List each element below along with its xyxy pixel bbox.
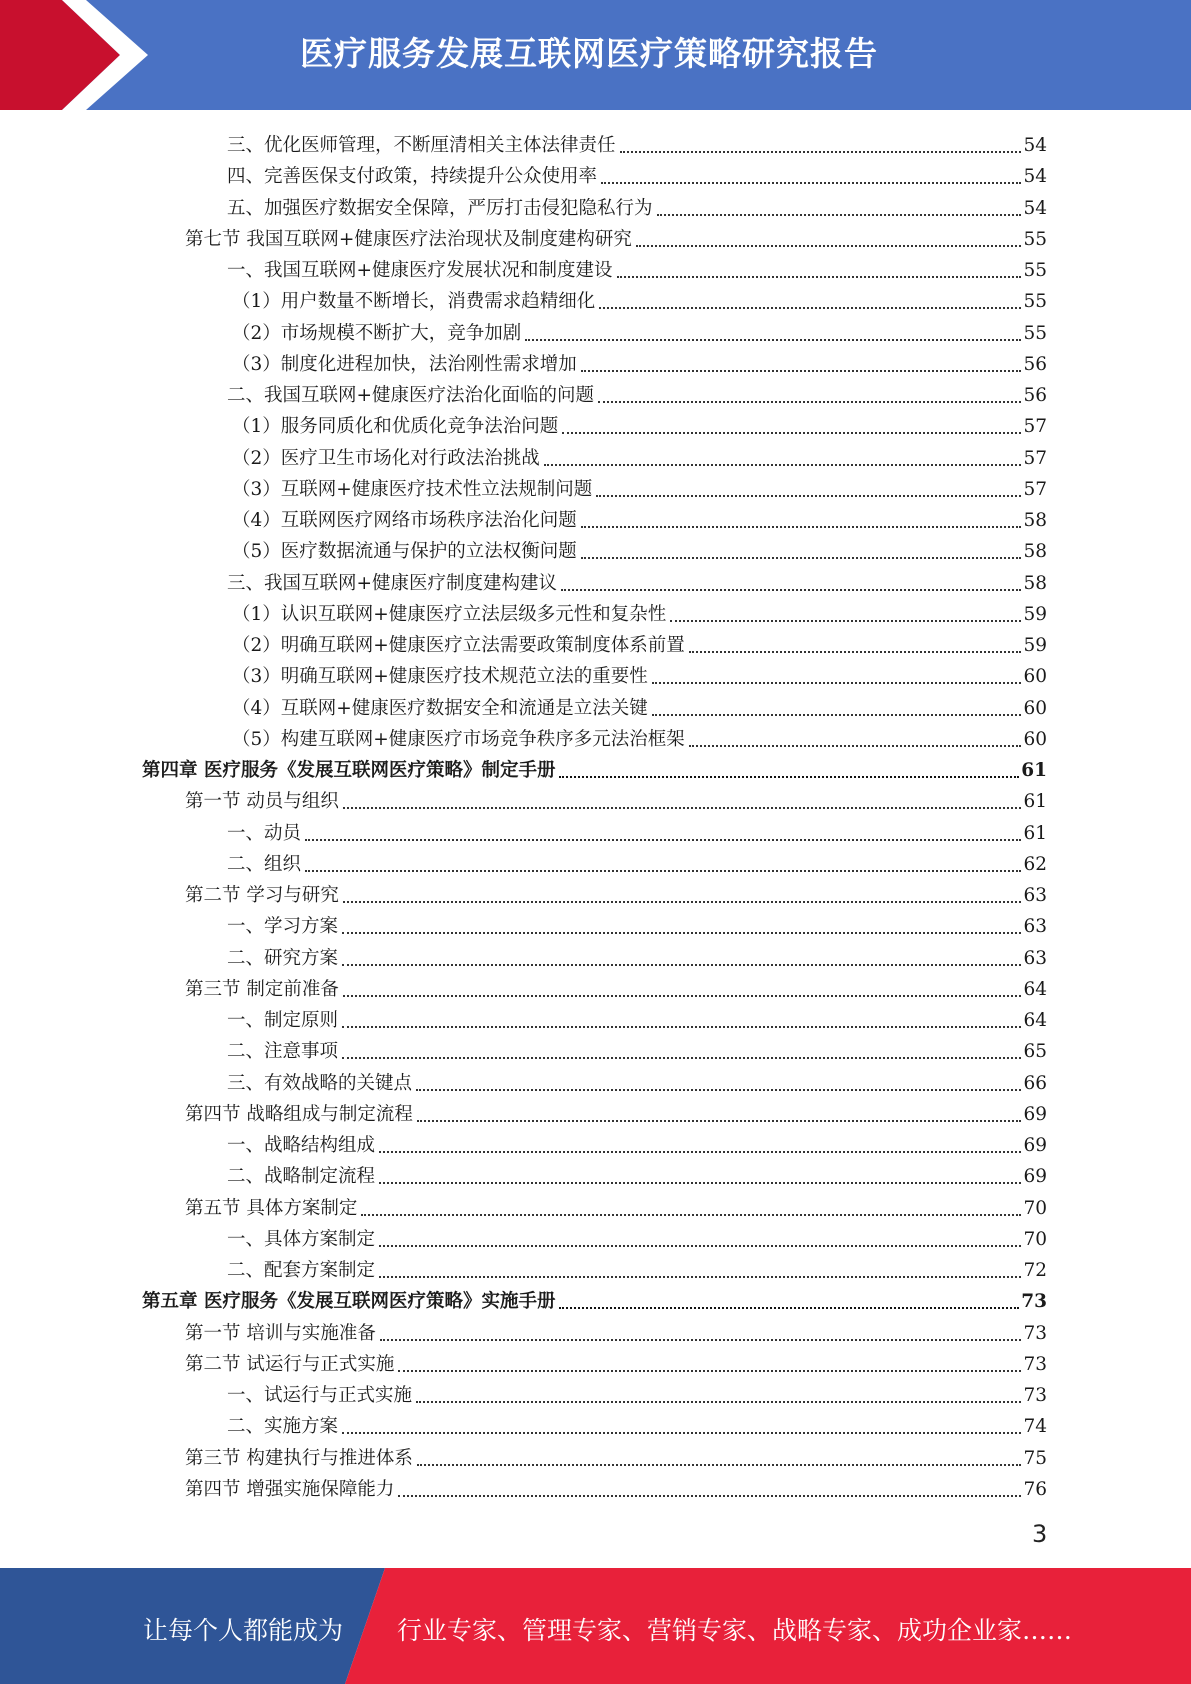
toc-subsection-entry[interactable] (232, 347, 1047, 378)
toc-dot-leader (559, 1307, 1019, 1309)
toc-entry-label: 二、战略制定流程 (227, 1166, 376, 1188)
toc-subsection-entry[interactable] (227, 1159, 1047, 1190)
toc-dot-leader (652, 714, 1022, 716)
toc-entry-page: 61 (1023, 791, 1047, 813)
toc-entry-page: 73 (1023, 1322, 1047, 1344)
toc-entry-page: 55 (1023, 322, 1047, 344)
toc-entry-label: 第一节 培训与实施准备 (185, 1322, 376, 1344)
toc-section-entry[interactable] (185, 972, 1047, 1003)
toc-entry-page: 60 (1023, 728, 1047, 750)
toc-entry-label: 第四节 战略组成与制定流程 (185, 1103, 413, 1125)
toc-dot-leader (544, 464, 1022, 466)
toc-entry-label: 一、战略结构组成 (227, 1135, 376, 1156)
toc-subsection-entry[interactable] (232, 534, 1047, 565)
toc-dot-leader (617, 276, 1022, 278)
toc-entry-page: 65 (1023, 1041, 1047, 1063)
toc-dot-leader (561, 589, 1021, 591)
toc-subsection-entry[interactable] (232, 691, 1047, 722)
toc-dot-leader (343, 995, 1022, 997)
toc-entry-page: 64 (1023, 1010, 1047, 1031)
toc-dot-leader (596, 495, 1021, 497)
toc-entry-label: （3）制度化进程加快，法治刚性需求增加 (232, 353, 577, 375)
toc-entry-page: 76 (1023, 1478, 1047, 1500)
toc-dot-leader (379, 1182, 1021, 1184)
toc-entry-label: 二、我国互联网+健康医疗法治化面临的问题 (227, 385, 595, 406)
toc-entry-label: （2）市场规模不断扩大，竞争加剧 (232, 322, 522, 344)
toc-dot-leader (342, 1026, 1021, 1028)
toc-subsection-entry[interactable] (227, 909, 1047, 940)
toc-dot-leader (342, 964, 1021, 966)
toc-entry-page: 56 (1023, 353, 1047, 375)
toc-dot-leader (342, 932, 1021, 934)
toc-entry-page: 54 (1023, 166, 1047, 188)
toc-entry-label: 一、我国互联网+健康医疗发展状况和制度建设 (227, 260, 613, 281)
toc-subsection-entry[interactable] (232, 441, 1047, 472)
toc-entry-page: 60 (1023, 666, 1047, 688)
report-title: 医疗服务发展互联网医疗策略研究报告 (300, 34, 878, 73)
toc-dot-leader (652, 682, 1022, 684)
toc-entry-label: 二、配套方案制定 (227, 1260, 376, 1281)
toc-dot-leader (620, 151, 1022, 153)
toc-entry-page: 58 (1023, 572, 1047, 594)
toc-entry-page: 63 (1023, 916, 1047, 938)
toc-entry-page: 57 (1023, 478, 1047, 500)
toc-section-entry[interactable] (185, 1347, 1047, 1378)
toc-subsection-entry[interactable] (227, 1066, 1047, 1097)
toc-dot-leader (398, 1495, 1021, 1497)
toc-dot-leader (657, 214, 1022, 216)
toc-entry-page: 64 (1023, 978, 1047, 1000)
toc-subsection-entry[interactable] (227, 1409, 1047, 1440)
toc-dot-leader (342, 1057, 1021, 1059)
toc-entry-label: 第五章 医疗服务《发展互联网医疗策略》实施手册 (142, 1291, 556, 1313)
toc-subsection-entry[interactable] (227, 941, 1047, 972)
toc-entry-label: 二、实施方案 (227, 1416, 339, 1438)
toc-dot-leader (601, 182, 1021, 184)
toc-entry-page: 54 (1023, 135, 1047, 156)
toc-subsection-entry[interactable] (232, 316, 1047, 347)
toc-subsection-entry[interactable] (232, 409, 1047, 440)
toc-entry-label: 二、组织 (227, 853, 302, 875)
toc-entry-page: 58 (1023, 510, 1047, 531)
toc-entry-page: 63 (1023, 947, 1047, 969)
toc-dot-leader (598, 401, 1021, 403)
toc-dot-leader (636, 245, 1022, 247)
toc-subsection-entry[interactable] (232, 284, 1047, 315)
toc-entry-label: （3）互联网+健康医疗技术性立法规制问题 (232, 478, 593, 500)
toc-dot-leader (305, 839, 1021, 841)
toc-entry-page: 57 (1023, 416, 1047, 438)
toc-dot-leader (379, 1151, 1021, 1153)
toc-entry-label: （4）互联网医疗网络市场秩序法治化问题 (232, 510, 577, 531)
toc-section-entry[interactable] (185, 878, 1047, 909)
toc-entry-label: 一、制定原则 (227, 1010, 339, 1031)
toc-dot-leader (417, 1464, 1022, 1466)
toc-section-entry[interactable] (185, 1441, 1047, 1472)
toc-dot-leader (379, 1245, 1021, 1247)
page-number: 3 (1032, 1520, 1048, 1548)
toc-dot-leader (581, 370, 1022, 372)
toc-entry-page: 66 (1023, 1072, 1047, 1094)
toc-entry-page: 54 (1023, 197, 1047, 219)
toc-section-entry[interactable] (185, 1316, 1047, 1347)
toc-entry-label: 第三节 制定前准备 (185, 978, 339, 1000)
toc-entry-label: 第四节 增强实施保障能力 (185, 1478, 395, 1500)
toc-section-entry[interactable] (185, 784, 1047, 815)
toc-entry-page: 74 (1023, 1416, 1047, 1438)
toc-entry-page: 59 (1023, 603, 1047, 625)
toc-entry-page: 70 (1023, 1197, 1047, 1219)
toc-dot-leader (379, 1276, 1021, 1278)
toc-section-entry[interactable] (185, 1191, 1047, 1222)
toc-entry-label: 三、优化医师管理，不断厘清相关主体法律责任 (227, 135, 616, 156)
toc-entry-label: 一、具体方案制定 (227, 1228, 376, 1250)
toc-entry-page: 60 (1023, 697, 1047, 719)
toc-entry-label: 第一节 动员与组织 (185, 791, 339, 813)
toc-entry-label: （5）构建互联网+健康医疗市场竞争秩序多元法治框架 (232, 728, 685, 750)
toc-subsection-entry[interactable] (227, 816, 1047, 847)
toc-section-entry[interactable] (185, 1097, 1047, 1128)
toc-entry-label: （1）认识互联网+健康医疗立法层级多元性和复杂性 (232, 603, 667, 625)
toc-subsection-entry[interactable] (227, 1128, 1047, 1159)
toc-entry-page: 69 (1023, 1103, 1047, 1125)
toc-entry-label: 第七节 我国互联网+健康医疗法治现状及制度建构研究 (185, 228, 632, 250)
toc-entry-page: 63 (1023, 885, 1047, 906)
toc-entry-label: 一、学习方案 (227, 916, 339, 938)
toc-entry-page: 73 (1021, 1291, 1047, 1313)
toc-subsection-entry[interactable] (227, 253, 1047, 284)
toc-entry-label: （1）用户数量不断增长，消费需求趋精细化 (232, 291, 596, 313)
toc-dot-leader (342, 1432, 1021, 1434)
toc-subsection-entry[interactable] (227, 378, 1047, 409)
toc-subsection-entry[interactable] (227, 566, 1047, 597)
toc-dot-leader (670, 620, 1021, 622)
toc-entry-label: （1）服务同质化和优质化竞争法治问题 (232, 416, 559, 438)
toc-entry-label: （5）医疗数据流通与保护的立法权衡问题 (232, 541, 577, 563)
toc-chapter-entry[interactable] (142, 753, 1047, 784)
toc-entry-label: （2）医疗卫生市场化对行政法治挑战 (232, 447, 540, 469)
toc-entry-page: 70 (1023, 1228, 1047, 1250)
toc-subsection-entry[interactable] (232, 597, 1047, 628)
toc-entry-page: 59 (1023, 635, 1047, 656)
toc-subsection-entry[interactable] (227, 1003, 1047, 1034)
toc-entry-page: 73 (1023, 1353, 1047, 1375)
toc-subsection-entry[interactable] (232, 503, 1047, 534)
toc-entry-label: 第二节 学习与研究 (185, 885, 339, 906)
toc-subsection-entry[interactable] (227, 1378, 1047, 1409)
toc-section-entry[interactable] (185, 222, 1047, 253)
toc-subsection-entry[interactable] (227, 128, 1047, 159)
toc-entry-label: （3）明确互联网+健康医疗技术规范立法的重要性 (232, 666, 648, 688)
toc-entry-page: 55 (1023, 291, 1047, 313)
toc-entry-page: 62 (1023, 853, 1047, 875)
page-header (0, 0, 1191, 110)
toc-entry-label: 五、加强医疗数据安全保障，严厉打击侵犯隐私行为 (227, 197, 653, 219)
toc-subsection-entry[interactable] (227, 191, 1047, 222)
toc-dot-leader (416, 1089, 1021, 1091)
toc-entry-label: 三、有效战略的关键点 (227, 1072, 413, 1094)
toc-entry-page: 61 (1023, 822, 1047, 844)
toc-entry-page: 75 (1023, 1447, 1047, 1469)
toc-dot-leader (599, 307, 1021, 309)
toc-dot-leader (581, 557, 1022, 559)
toc-entry-label: （2）明确互联网+健康医疗立法需要政策制度体系前置 (232, 635, 685, 656)
toc-entry-label: 第四章 医疗服务《发展互联网医疗策略》制定手册 (142, 760, 556, 781)
toc-entry-page: 56 (1023, 385, 1047, 406)
toc-subsection-entry[interactable] (227, 847, 1047, 878)
toc-entry-page: 69 (1023, 1135, 1047, 1156)
page-footer (0, 1568, 1191, 1684)
toc-dot-leader (689, 745, 1022, 747)
toc-entry-label: 一、试运行与正式实施 (227, 1385, 413, 1406)
toc-entry-page: 61 (1021, 760, 1047, 781)
toc-chapter-entry[interactable] (142, 1284, 1047, 1315)
toc-entry-page: 55 (1023, 260, 1047, 281)
footer-slogan-left: 让每个人都能成为 (143, 1616, 344, 1645)
toc-dot-leader (343, 807, 1022, 809)
toc-dot-leader (416, 1401, 1021, 1403)
toc-dot-leader (380, 1339, 1022, 1341)
toc-entry-label: 二、注意事项 (227, 1041, 339, 1063)
toc-entry-page: 55 (1023, 228, 1047, 250)
toc-subsection-entry[interactable] (232, 722, 1047, 753)
footer-slogan-right: 行业专家、管理专家、营销专家、战略专家、成功企业家…… (397, 1616, 1073, 1645)
toc-dot-leader (343, 901, 1022, 903)
chevron-right-icon (0, 0, 160, 110)
toc-dot-leader (398, 1370, 1021, 1372)
toc-subsection-entry[interactable] (232, 472, 1047, 503)
toc-entry-page: 72 (1023, 1260, 1047, 1281)
toc-dot-leader (305, 870, 1021, 872)
toc-entry-page: 57 (1023, 447, 1047, 469)
toc-entry-label: 第二节 试运行与正式实施 (185, 1353, 395, 1375)
toc-dot-leader (525, 339, 1021, 341)
toc-entry-label: 第五节 具体方案制定 (185, 1197, 358, 1219)
toc-subsection-entry[interactable] (227, 1253, 1047, 1284)
toc-dot-leader (361, 1214, 1021, 1216)
toc-section-entry[interactable] (185, 1472, 1047, 1503)
toc-entry-label: 一、动员 (227, 822, 302, 844)
toc-subsection-entry[interactable] (227, 1034, 1047, 1065)
toc-entry-page: 58 (1023, 541, 1047, 563)
toc-dot-leader (562, 432, 1021, 434)
toc-entry-label: 四、完善医保支付政策，持续提升公众使用率 (227, 166, 598, 188)
toc-dot-leader (417, 1120, 1022, 1122)
toc-dot-leader (689, 651, 1022, 653)
toc-entry-page: 73 (1023, 1385, 1047, 1406)
toc-entry-label: 二、研究方案 (227, 947, 339, 969)
toc-dot-leader (581, 526, 1022, 528)
toc-subsection-entry[interactable] (227, 1222, 1047, 1253)
toc-entry-label: （4）互联网+健康医疗数据安全和流通是立法关键 (232, 697, 648, 719)
toc-subsection-entry[interactable] (232, 628, 1047, 659)
toc-dot-leader (559, 776, 1019, 778)
toc-entry-label: 第三节 构建执行与推进体系 (185, 1447, 413, 1469)
toc-subsection-entry[interactable] (227, 159, 1047, 190)
toc-entry-label: 三、我国互联网+健康医疗制度建构建议 (227, 572, 558, 594)
toc-subsection-entry[interactable] (232, 659, 1047, 690)
toc-entry-page: 69 (1023, 1166, 1047, 1188)
